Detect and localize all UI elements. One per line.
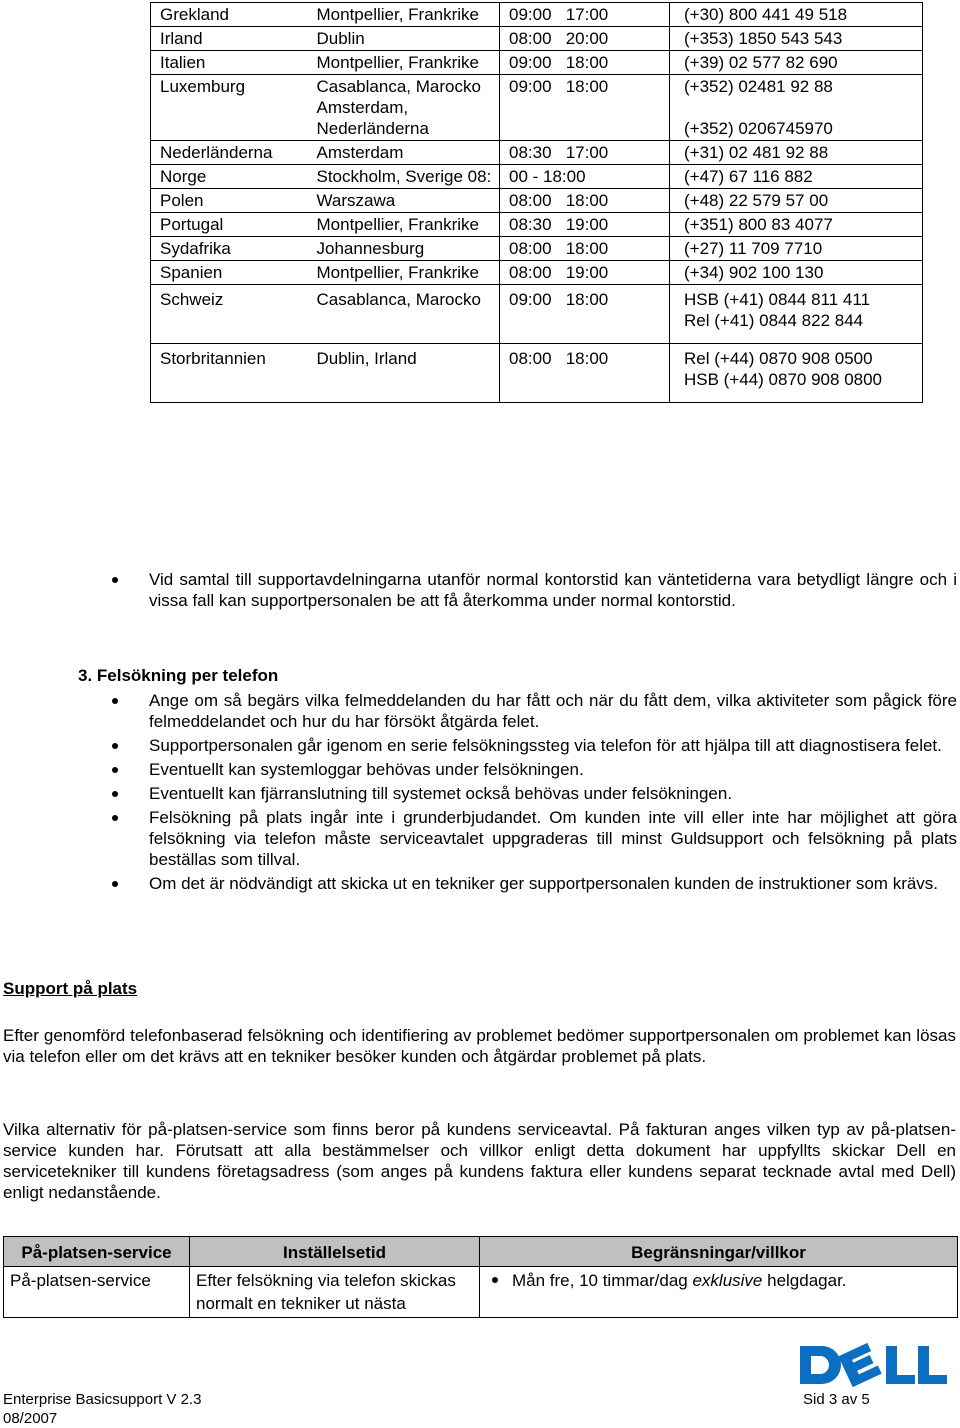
country-cell xyxy=(151,189,317,213)
table-row xyxy=(4,1267,958,1318)
table-row xyxy=(151,213,923,237)
list-item: Felsökning på plats ingår inte i grunderbjudandet. Om kunden inte vill eller inte har möjlighet att göra felsökning via telefon måste serviceavtalet uppgraderas till minst Guldsupport och felsökning på plats beställas som tillval. xyxy=(0,807,960,870)
note-list xyxy=(0,569,960,614)
center-cell-line: Montpellier, Frankrike xyxy=(316,5,480,24)
hours-text: 08:00 20:00 xyxy=(509,29,609,48)
hours-text: 08:00 18:00 xyxy=(509,239,609,258)
country-cell-line: Schweiz xyxy=(160,290,224,309)
phone-cell-line: (+352) 0206745970 xyxy=(684,119,833,138)
hours-text: 09:00 18:00 xyxy=(509,77,609,96)
table-row xyxy=(151,27,923,51)
table-row xyxy=(151,237,923,261)
table-row xyxy=(151,261,923,285)
dell-logo xyxy=(798,1340,950,1390)
country-cell-line: Portugal xyxy=(160,215,224,234)
country-cell xyxy=(151,3,317,27)
table-row xyxy=(151,344,923,403)
phone-cell-line: (+47) 67 116 882 xyxy=(684,167,813,186)
center-cell xyxy=(317,51,500,75)
center-cell xyxy=(317,27,500,51)
phone-cell-line: (+352) 02481 92 88 xyxy=(684,77,833,96)
country-cell-line: Sydafrika xyxy=(160,239,231,258)
table-row xyxy=(151,3,923,27)
center-cell xyxy=(317,75,500,141)
phone-cell-line: (+353) 1850 543 543 xyxy=(684,29,843,48)
phone-cell-line: HSB (+41) 0844 811 411 xyxy=(684,290,871,309)
hours-text: 09:00 18:00 xyxy=(509,53,609,72)
center-cell xyxy=(317,285,500,344)
hours-text: 08:00 19:00 xyxy=(509,263,609,282)
center-cell xyxy=(317,213,500,237)
table-row xyxy=(151,75,923,141)
support-centers-table xyxy=(150,2,923,403)
country-cell xyxy=(151,237,317,261)
table-row xyxy=(151,141,923,165)
country-cell-line: Nederländerna xyxy=(160,143,273,162)
center-cell xyxy=(317,261,500,285)
phone-cell-line: Rel (+44) 0870 908 0500 xyxy=(684,349,873,368)
hours-cell xyxy=(500,27,670,51)
phone-cell xyxy=(670,141,923,165)
center-cell xyxy=(317,237,500,261)
phone-cell xyxy=(670,3,923,27)
hours-cell xyxy=(500,51,670,75)
country-cell-line: Spanien xyxy=(160,263,223,282)
list-item: Eventuellt kan fjärranslutning till systemet också behövas under felsökningen. xyxy=(0,783,960,804)
country-cell xyxy=(151,141,317,165)
hours-cell xyxy=(500,3,670,27)
country-cell-line: Storbritannien xyxy=(160,349,266,368)
center-cell-line: Dublin, Irland xyxy=(316,349,417,368)
country-cell-line: Norge xyxy=(160,167,207,186)
page-number: Sid 3 av 5 xyxy=(803,1391,870,1408)
phone-cell xyxy=(670,213,923,237)
troubleshooting-list xyxy=(0,690,960,897)
footer-date: 08/2007 xyxy=(3,1410,58,1427)
onsite-paragraph-1: Efter genomförd telefonbaserad felsökning och identifiering av problemet bedömer supportpersonalen om problemet kan lösas via telefon eller om det krävs att en tekniker besöker kunden och åtgärdar problemet på plats. xyxy=(3,1026,956,1066)
country-cell xyxy=(151,344,317,403)
phone-cell-line: (+34) 902 100 130 xyxy=(684,263,824,282)
center-cell-line: Montpellier, Frankrike xyxy=(316,53,480,72)
phone-cell xyxy=(670,51,923,75)
phone-cell xyxy=(670,27,923,51)
center-cell-line: Johannesburg xyxy=(316,239,425,258)
center-cell xyxy=(317,189,500,213)
phone-cell-line: Rel (+41) 0844 822 844 xyxy=(684,311,864,330)
hours-cell xyxy=(500,344,670,403)
center-cell xyxy=(317,141,500,165)
phone-cell xyxy=(670,285,923,344)
phone-cell xyxy=(670,261,923,285)
country-cell xyxy=(151,261,317,285)
center-cell-line: Amsterdam xyxy=(316,143,404,162)
phone-cell xyxy=(670,75,923,141)
hours-text: 00 - 18:00 xyxy=(509,167,586,186)
condition-text-end: helgdagar. xyxy=(762,1271,847,1290)
hours-cell xyxy=(500,285,670,344)
country-cell xyxy=(151,165,317,189)
hours-cell xyxy=(500,165,670,189)
center-cell-line: Stockholm, Sverige 08: xyxy=(316,167,492,186)
phone-cell-line: (+27) 11 709 7710 xyxy=(684,239,823,258)
phone-cell xyxy=(670,237,923,261)
country-cell-line: Irland xyxy=(160,29,203,48)
center-cell-line: Warszawa xyxy=(316,191,396,210)
onsite-service-table xyxy=(3,1236,958,1318)
phone-cell-line: (+30) 800 441 49 518 xyxy=(684,5,848,24)
column-header: Begränsningar/villkor xyxy=(480,1237,958,1267)
hours-cell xyxy=(500,189,670,213)
section-heading-troubleshooting: 3. Felsökning per telefon xyxy=(78,666,279,685)
center-cell-line: Montpellier, Frankrike xyxy=(316,215,480,234)
hours-text: 09:00 18:00 xyxy=(509,290,609,309)
table-cell xyxy=(480,1267,958,1318)
center-cell xyxy=(317,344,500,403)
hours-cell xyxy=(500,261,670,285)
country-cell-line: Grekland xyxy=(160,5,229,24)
center-cell-line: Dublin xyxy=(316,29,365,48)
hours-text: 08:30 19:00 xyxy=(509,215,609,234)
phone-cell xyxy=(670,165,923,189)
note-bullet: Vid samtal till supportavdelningarna utanför normal kontorstid kan väntetiderna vara betydligt längre och i vissa fall kan supportpersonalen be att få återkomma under normal kontorstid. xyxy=(0,569,960,611)
hours-cell xyxy=(500,237,670,261)
hours-cell xyxy=(500,75,670,141)
list-item: Om det är nödvändigt att skicka ut en tekniker ger supportpersonalen kunden de instruktioner som krävs. xyxy=(0,873,960,894)
condition-emphasis: exklusive xyxy=(692,1271,763,1290)
list-item: Supportpersonalen går igenom en serie felsökningssteg via telefon för att hjälpa till att diagnostisera felet. xyxy=(0,735,960,756)
phone-cell-line: (+39) 02 577 82 690 xyxy=(684,53,838,72)
country-cell-line: Luxemburg xyxy=(160,77,246,96)
table-row xyxy=(151,165,923,189)
phone-cell-line: (+31) 02 481 92 88 xyxy=(684,143,829,162)
table-row xyxy=(151,285,923,344)
country-cell xyxy=(151,75,317,141)
footer-document-info xyxy=(3,1390,201,1428)
hours-cell xyxy=(500,141,670,165)
center-cell-line: Casablanca, Marocko xyxy=(316,77,481,96)
column-header: Inställelsetid xyxy=(190,1237,480,1267)
country-cell-line: Italien xyxy=(160,53,206,72)
column-header: På-platsen-service xyxy=(4,1237,190,1267)
center-cell xyxy=(317,3,500,27)
onsite-paragraph-2: Vilka alternativ för på-platsen-service som finns beror på kundens serviceavtal. På fakturan anges vilken typ av på-platsen-service kunden har. Förutsatt att alla bestämmelser och villkor enligt detta dokument har uppfyllts skickar Dell en servicetekniker till kundens företagsadress (som anges på kundens faktura eller kundens separat tecknade avtal med Dell) enligt nedanstående. xyxy=(3,1120,956,1202)
phone-cell xyxy=(670,189,923,213)
country-cell xyxy=(151,285,317,344)
table-cell: På-platsen-service xyxy=(4,1267,190,1318)
center-cell-line: Casablanca, Marocko xyxy=(316,290,481,309)
hours-text: 09:00 17:00 xyxy=(509,5,609,24)
footer-title: Enterprise Basicsupport V 2.3 xyxy=(3,1391,202,1408)
hours-cell xyxy=(500,213,670,237)
section-title-onsite: Support på plats xyxy=(3,979,138,998)
phone-cell xyxy=(670,344,923,403)
hours-text: 08:00 18:00 xyxy=(509,349,609,368)
table-row xyxy=(151,51,923,75)
list-item: Eventuellt kan systemloggar behövas under felsökningen. xyxy=(0,759,960,780)
country-cell-line: Polen xyxy=(160,191,204,210)
condition-text: Mån fre, 10 timmar/dag xyxy=(512,1271,693,1290)
country-cell xyxy=(151,213,317,237)
hours-text: 08:00 18:00 xyxy=(509,191,609,210)
country-cell xyxy=(151,51,317,75)
country-cell xyxy=(151,27,317,51)
hours-text: 08:30 17:00 xyxy=(509,143,609,162)
phone-cell-line: HSB (+44) 0870 908 0800 xyxy=(684,370,883,389)
center-cell xyxy=(317,165,500,189)
phone-cell-line: (+351) 800 83 4077 xyxy=(684,215,833,234)
center-cell-line: Amsterdam, Nederländerna xyxy=(316,98,429,138)
center-cell-line: Montpellier, Frankrike xyxy=(316,263,480,282)
phone-cell-line: (+48) 22 579 57 00 xyxy=(684,191,829,210)
table-row xyxy=(151,189,923,213)
list-item: Ange om så begärs vilka felmeddelanden du har fått och när du fått dem, vilka aktiviteter som pågick före felmeddelandet och hur du har försökt åtgärda felet. xyxy=(0,690,960,732)
table-cell: Efter felsökning via telefon skickas normalt en tekniker ut nästa xyxy=(190,1267,480,1318)
